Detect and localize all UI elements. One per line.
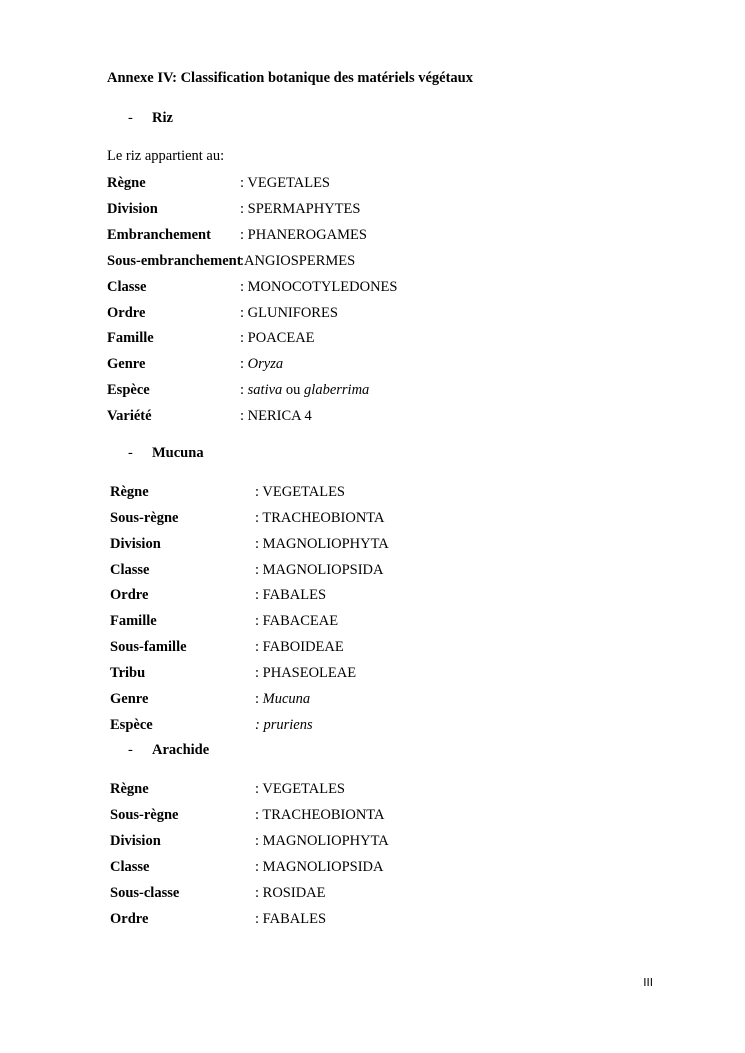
- page-number: III: [643, 976, 653, 989]
- taxon-value: [240, 226, 367, 244]
- rank-label: Genre: [107, 356, 146, 373]
- taxon-value: [255, 806, 384, 824]
- classification-row: [110, 561, 510, 579]
- taxon-value-text: :: [240, 356, 248, 373]
- rank-label: Espèce: [110, 716, 153, 733]
- rank-label: Ordre: [110, 587, 149, 604]
- taxon-value-text: : NERICA 4: [240, 408, 312, 425]
- taxon-value-text: : MAGNOLIOPHYTA: [255, 833, 389, 849]
- taxon-value: [255, 483, 345, 501]
- taxon-value-text: : TRACHEOBIONTA: [255, 807, 385, 823]
- taxon-value-text: : GLUNIFORES: [240, 304, 338, 321]
- taxon-value-text: : MAGNOLIOPSIDA: [255, 561, 384, 578]
- taxon-value: [255, 509, 384, 527]
- rank-label: Division: [110, 833, 161, 849]
- classification-row: [110, 806, 510, 824]
- taxon-value: [240, 355, 283, 373]
- taxon-italic-name: : pruriens: [255, 716, 313, 733]
- classification-row: [110, 858, 510, 876]
- classification-row: [107, 174, 507, 192]
- taxon-value-text: : TRACHEOBIONTA: [255, 509, 385, 526]
- classification-row: [110, 509, 510, 527]
- rank-label: Famille: [107, 330, 154, 347]
- classification-row: [107, 381, 507, 399]
- classification-row: [110, 483, 510, 501]
- rank-label: Sous-classe: [110, 885, 180, 901]
- rank-label: Sous-famille: [110, 639, 187, 656]
- rank-label: Règne: [107, 175, 146, 191]
- bullet-dash: -: [128, 445, 133, 461]
- taxon-value: [255, 561, 384, 579]
- taxon-value-text: :: [255, 690, 263, 707]
- taxon-value: [255, 910, 326, 928]
- page-title: Annexe IV: Classification botanique des matériels végétaux: [107, 70, 473, 86]
- classification-row: [107, 407, 507, 425]
- classification-row: [110, 716, 510, 734]
- taxon-value: [255, 716, 313, 734]
- classification-row: [107, 304, 507, 322]
- taxon-value-text: : VEGETALES: [240, 175, 330, 191]
- classification-row: [110, 664, 510, 682]
- rank-label: Sous-embranchement: [107, 252, 242, 269]
- taxon-value-text: :ANGIOSPERMES: [240, 252, 356, 269]
- taxon-value: [255, 638, 344, 656]
- taxon-value-text: : FABALES: [255, 587, 327, 604]
- classification-row: [110, 832, 510, 850]
- taxon-value-text: : SPERMAPHYTES: [240, 200, 361, 217]
- taxon-value-text: :: [240, 382, 248, 399]
- taxon-value: [240, 174, 330, 192]
- rank-label: Règne: [110, 484, 149, 500]
- taxon-value-text: : FABACEAE: [255, 613, 339, 630]
- taxon-value: [240, 304, 338, 322]
- rank-label: Division: [110, 535, 161, 552]
- rank-label: Règne: [110, 781, 149, 797]
- classification-row: [107, 278, 507, 296]
- rank-label: Sous-règne: [110, 807, 179, 823]
- rank-label: Genre: [110, 690, 149, 707]
- classification-row: [110, 612, 510, 630]
- taxon-value: [240, 200, 360, 218]
- taxon-value-text: : VEGETALES: [255, 781, 345, 797]
- bullet-dash: -: [128, 110, 133, 126]
- taxon-value: [240, 252, 355, 270]
- rank-label: Famille: [110, 613, 157, 630]
- taxon-value: [255, 884, 326, 902]
- classification-row: [107, 226, 507, 244]
- classification-row: [107, 329, 507, 347]
- taxon-value: [255, 664, 356, 682]
- section-intro: Le riz appartient au:: [107, 148, 225, 164]
- taxon-italic-name: Mucuna: [262, 690, 311, 707]
- taxon-value: [240, 329, 315, 347]
- taxon-value-text: : ROSIDAE: [255, 885, 326, 901]
- taxon-value-text: : VEGETALES: [255, 484, 345, 500]
- taxon-value: [255, 535, 389, 553]
- taxon-value: [240, 381, 369, 399]
- taxon-italic-name: sativa: [247, 382, 283, 399]
- taxon-value-text: : PHASEOLEAE: [255, 664, 357, 681]
- classification-row: [110, 535, 510, 553]
- taxon-value-text: : MONOCOTYLEDONES: [240, 278, 398, 295]
- classification-row: [107, 355, 507, 373]
- taxon-value-text: : MAGNOLIOPSIDA: [255, 859, 384, 875]
- taxon-value-text: : POACEAE: [240, 330, 315, 347]
- classification-row: [110, 638, 510, 656]
- rank-label: Variété: [107, 408, 152, 425]
- classification-row: [110, 586, 510, 604]
- taxon-value-text: : MAGNOLIOPHYTA: [255, 535, 389, 552]
- taxon-value: [255, 612, 338, 630]
- taxon-italic-name: Oryza: [247, 356, 284, 373]
- rank-label: Ordre: [107, 304, 146, 321]
- rank-label: Espèce: [107, 382, 150, 399]
- classification-row: [110, 884, 510, 902]
- taxon-value: [240, 407, 312, 425]
- rank-label: Tribu: [110, 664, 146, 681]
- taxon-value: [240, 278, 397, 296]
- classification-row: [110, 910, 510, 928]
- taxon-value-text: : FABOIDEAE: [255, 639, 344, 656]
- taxon-italic-name: glaberrima: [304, 382, 370, 399]
- taxon-value: [255, 690, 310, 708]
- rank-label: Embranchement: [107, 226, 211, 243]
- taxon-value-text: : PHANEROGAMES: [240, 226, 367, 243]
- bullet-dash: -: [128, 742, 133, 758]
- section-title: Arachide: [152, 742, 210, 758]
- taxon-value: [255, 586, 326, 604]
- taxon-value-text: : FABALES: [255, 911, 327, 927]
- rank-label: Classe: [110, 859, 150, 875]
- rank-label: Ordre: [110, 911, 149, 927]
- classification-row: [110, 690, 510, 708]
- taxon-value: [255, 832, 389, 850]
- taxon-value: [255, 858, 384, 876]
- rank-label: Sous-règne: [110, 509, 179, 526]
- classification-row: [107, 252, 507, 270]
- classification-row: [110, 780, 510, 798]
- section-title: Riz: [152, 110, 173, 126]
- rank-label: Division: [107, 200, 158, 217]
- rank-label: Classe: [110, 561, 150, 578]
- taxon-connector: ou: [282, 382, 305, 399]
- taxon-value: [255, 780, 345, 798]
- rank-label: Classe: [107, 278, 147, 295]
- section-title: Mucuna: [152, 445, 204, 461]
- classification-row: [107, 200, 507, 218]
